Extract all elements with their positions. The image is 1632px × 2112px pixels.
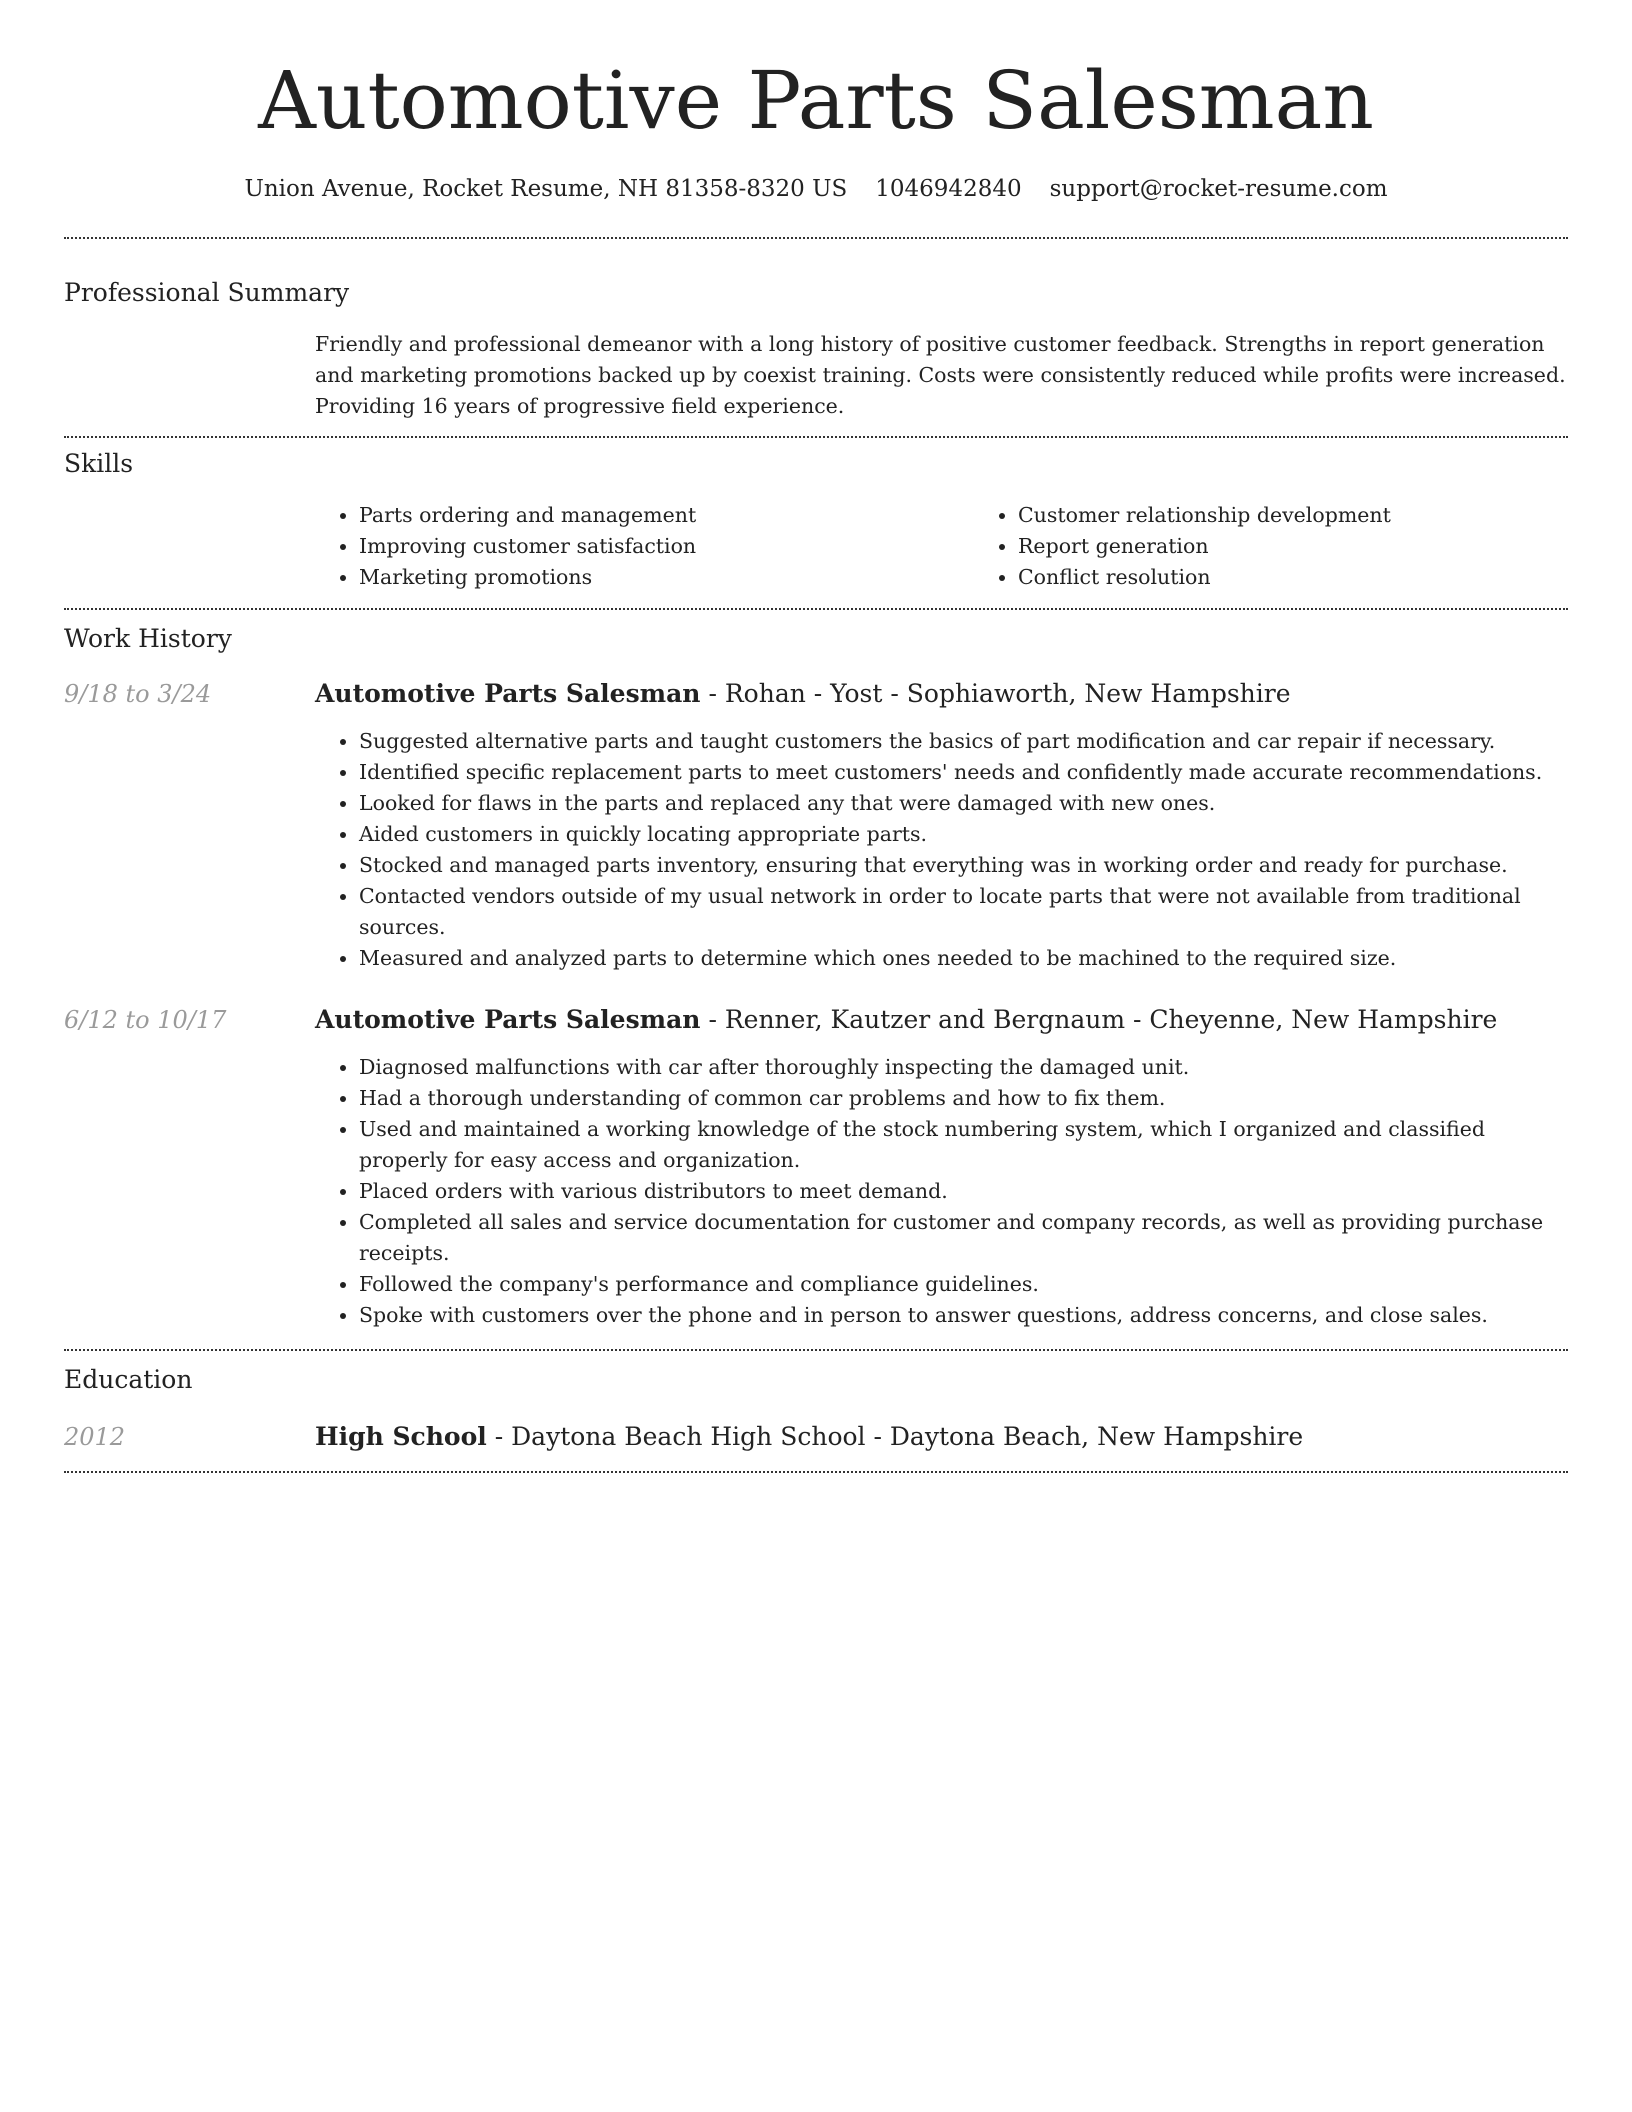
skills-list-left [315,500,974,593]
job-bullet: • Had a thorough understanding of common car problems and how to fix them. [359,1083,1568,1114]
job-bullet: • Followed the company's performance and compliance guidelines. [359,1269,1568,1300]
job-bullet: • Contacted vendors outside of my usual network in order to locate parts that were not available from traditional sources. [359,881,1568,943]
job-bullet: • Suggested alternative parts and taught customers the basics of part modification and car repair if necessary. [359,726,1568,757]
job-dates: 6/12 to 10/17 [64,1006,227,1034]
job-bullet: • Spoke with customers over the phone and in person to answer questions, address concerns, and close sales. [359,1300,1568,1331]
skills-divider [64,608,1568,610]
summary-divider [64,436,1568,438]
job-dates: 9/18 to 3/24 [64,680,212,708]
job-bullet: • Looked for flaws in the parts and replaced any that were damaged with new ones. [359,788,1568,819]
job-heading [315,677,1568,711]
email-link[interactable]: support@rocket-resume.com [1049,176,1388,202]
skill-item: • Report generation [1018,531,1632,562]
contact-line [64,173,1568,205]
work-section [64,622,1568,1331]
job-details: - Rohan - Yost - Sophiaworth, New Hampshire [700,679,1291,708]
skill-item: • Conflict resolution [1018,562,1632,593]
education-entry [64,1420,1568,1454]
job-bullet: • Identified specific replacement parts to meet customers' needs and confidently made accurate recommendations. [359,757,1568,788]
job-entry [64,1003,1568,1331]
job-details: - Renner, Kautzer and Bergnaum - Cheyenne, New Hampshire [700,1005,1498,1034]
job-bullet: • Measured and analyzed parts to determine which ones needed to be machined to the required size. [359,943,1568,974]
summary-section [64,276,1568,422]
work-divider [64,1349,1568,1351]
header-divider [64,237,1568,239]
job-bullets [315,1052,1568,1331]
education-details: - Daytona Beach High School - Daytona Beach, New Hampshire [486,1422,1304,1451]
skills-title: Skills [64,449,134,478]
skills-section [64,447,1568,593]
education-year: 2012 [64,1423,126,1451]
job-bullet: • Diagnosed malfunctions with car after thoroughly inspecting the damaged unit. [359,1052,1568,1083]
job-bullet: • Stocked and managed parts inventory, ensuring that everything was in working order and ready for purchase. [359,850,1568,881]
skill-item: • Improving customer satisfaction [359,531,974,562]
job-role: Automotive Parts Salesman [315,679,701,708]
phone: 1046942840 [875,176,1022,202]
education-section [64,1363,1568,1454]
address: Union Avenue, Rocket Resume, NH 81358-8320 US [244,176,848,202]
work-title: Work History [64,624,232,653]
skills-list-right [974,500,1632,593]
job-bullet: • Placed orders with various distributors to meet demand. [359,1176,1568,1207]
skill-item: • Marketing promotions [359,562,974,593]
summary-title: Professional Summary [64,278,350,307]
job-bullets [315,726,1568,974]
summary-text: Friendly and professional demeanor with a long history of positive customer feedback. Strengths in report generation and marketing promotions backed up by coexist training. Costs were consistently reduced while profits were increased. Providing 16 years of progressive field experience. [315,332,1566,418]
job-entry [64,677,1568,974]
resume-page [64,0,1568,1473]
education-title: Education [64,1365,193,1394]
job-role: Automotive Parts Salesman [315,1005,701,1034]
candidate-name: Automotive Parts Salesman [258,54,1374,147]
education-degree: High School [315,1422,487,1451]
job-bullet: • Used and maintained a working knowledge of the stock numbering system, which I organized and classified properly for easy access and organization. [359,1114,1568,1176]
job-heading [315,1003,1568,1037]
education-divider [64,1471,1568,1473]
job-bullet: • Completed all sales and service documentation for customer and company records, as well as providing purchase receipts. [359,1207,1568,1269]
skill-item: • Customer relationship development [1018,500,1632,531]
job-bullet: • Aided customers in quickly locating appropriate parts. [359,819,1568,850]
education-heading [315,1420,1568,1454]
skill-item: • Parts ordering and management [359,500,974,531]
